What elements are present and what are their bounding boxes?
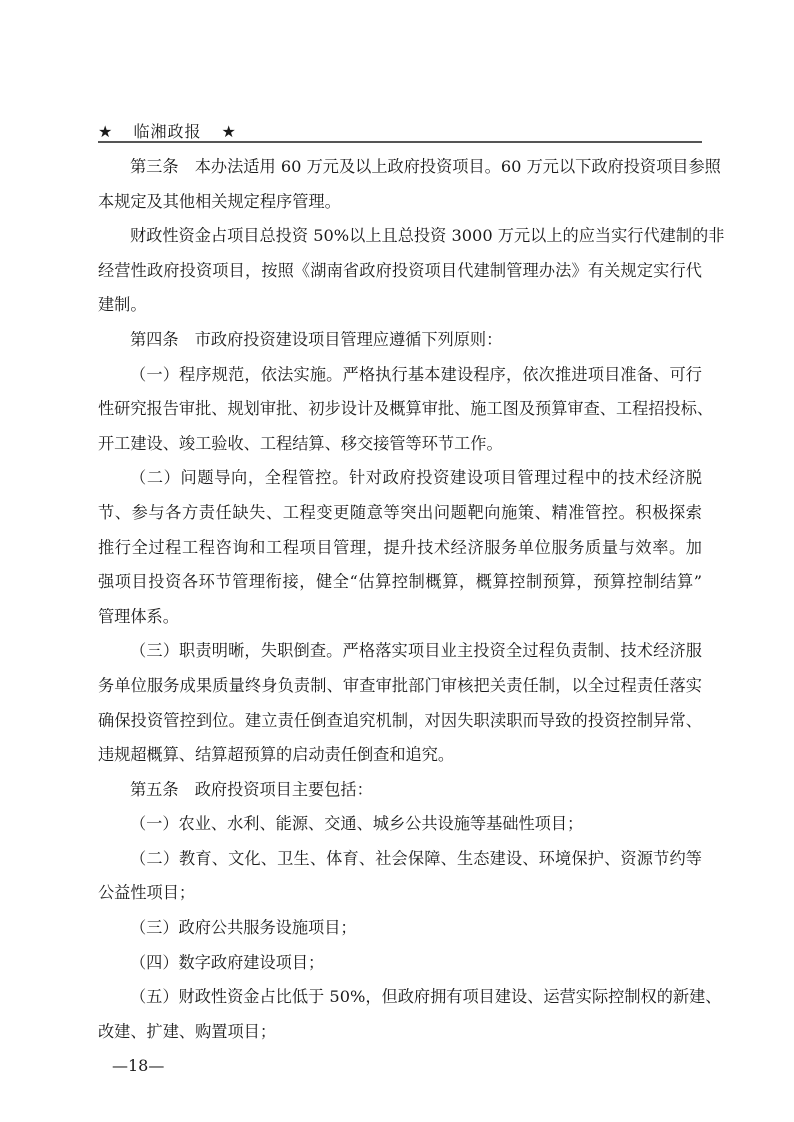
text-line: （三）职责明晰，失职倒查。严格落实项目业主投资全过程负责制、技术经济服 bbox=[130, 641, 702, 661]
text-line: 节、参与各方责任缺失、工程变更随意等突出问题靶向施策、精准管控。积极探索 bbox=[98, 502, 702, 522]
text-line: 本规定及其他相关规定程序管理。 bbox=[98, 191, 341, 211]
text-line: 经营性政府投资项目，按照《湖南省政府投资项目代建制管理办法》有关规定实行代 bbox=[98, 260, 702, 280]
text-line: 违规超概算、结算超预算的启动责任倒查和追究。 bbox=[98, 745, 455, 765]
paragraph bbox=[98, 807, 702, 842]
paragraph bbox=[98, 980, 722, 1049]
page-number: —18— bbox=[112, 1056, 165, 1075]
text-line: （二）教育、文化、卫生、体育、社会保障、生态建设、环境保护、资源节约等 bbox=[130, 848, 702, 868]
paragraph bbox=[98, 842, 702, 911]
publication-title: 临湘政报 bbox=[133, 122, 202, 141]
document-body bbox=[98, 150, 725, 1049]
text-line: 第三条 本办法适用 60 万元及以上政府投资项目。60 万元以下政府投资项目参照 bbox=[130, 157, 721, 176]
paragraph bbox=[98, 461, 702, 634]
text-line: 财政性资金占项目总投资 50%以上且总投资 3000 万元以上的应当实行代建制的非 bbox=[130, 226, 725, 246]
text-line: （二）问题导向，全程管控。针对政府投资建设项目管理过程中的技术经济脱 bbox=[130, 468, 702, 488]
text-line: （一）程序规范，依法实施。严格执行基本建设程序，依次推进项目准备、可行 bbox=[130, 364, 702, 384]
paragraph bbox=[98, 946, 702, 981]
text-line: 建制。 bbox=[98, 295, 147, 315]
text-line: 公益性项目； bbox=[98, 883, 196, 903]
header-divider bbox=[98, 141, 702, 143]
text-line: （四）数字政府建设项目； bbox=[130, 952, 325, 972]
text-line: 管理体系。 bbox=[98, 606, 179, 626]
star-icon: ★ bbox=[98, 122, 114, 141]
paragraph bbox=[98, 773, 702, 808]
text-line: 改建、扩建、购置项目； bbox=[98, 1021, 277, 1041]
text-line: 确保投资管控到位。建立责任倒查追究机制，对因失职渎职而导致的投资控制异常、 bbox=[98, 710, 702, 730]
text-line: 第五条 政府投资项目主要包括： bbox=[130, 779, 373, 799]
paragraph bbox=[98, 150, 721, 219]
paragraph bbox=[98, 911, 702, 946]
text-line: 强项目投资各环节管理衔接，健全“估算控制概算，概算控制预算，预算控制结算” bbox=[98, 572, 702, 592]
text-line: （三）政府公共服务设施项目； bbox=[130, 918, 357, 938]
text-line: （五）财政性资金占比低于 50%，但政府拥有项目建设、运营实际控制权的新建、 bbox=[130, 987, 722, 1007]
star-icon: ★ bbox=[221, 122, 237, 141]
publication-header bbox=[98, 119, 251, 142]
text-line: 推行全过程工程咨询和工程项目管理，提升技术经济服务单位服务质量与效率。加 bbox=[98, 537, 702, 557]
paragraph bbox=[98, 323, 702, 358]
paragraph bbox=[98, 634, 702, 772]
paragraph bbox=[98, 358, 714, 462]
text-line: 第四条 市政府投资建设项目管理应遵循下列原则： bbox=[130, 329, 503, 349]
paragraph bbox=[98, 219, 725, 323]
text-line: 开工建设、竣工验收、工程结算、移交接管等环节工作。 bbox=[98, 433, 503, 453]
text-line: （一）农业、水利、能源、交通、城乡公共设施等基础性项目； bbox=[130, 814, 584, 834]
text-line: 性研究报告审批、规划审批、初步设计及概算审批、施工图及预算审查、工程招投标、 bbox=[98, 399, 714, 419]
text-line: 务单位服务成果质量终身负责制、审查审批部门审核把关责任制，以全过程责任落实 bbox=[98, 675, 702, 695]
